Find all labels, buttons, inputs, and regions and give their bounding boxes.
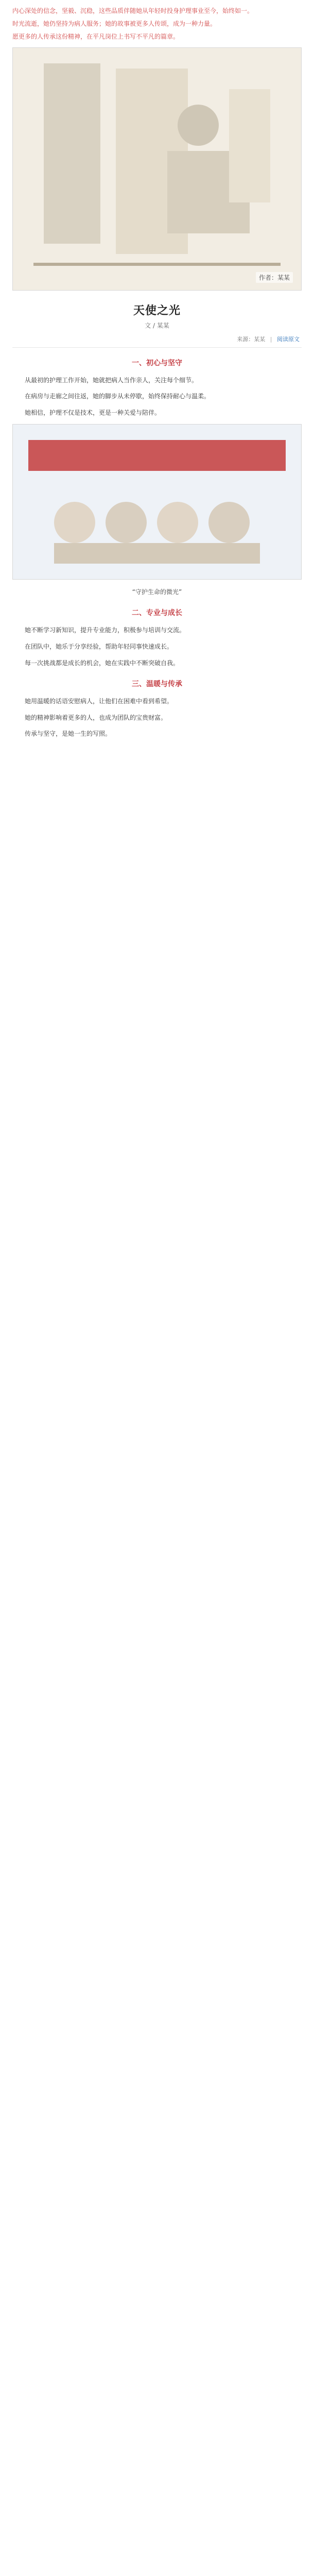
section-paragraph: 她不断学习新知识，提升专业能力，积极参与培训与交流。 bbox=[25, 626, 186, 634]
hero-signature: 作者：某某 bbox=[256, 272, 293, 283]
article-title: 天使之光 bbox=[133, 304, 181, 317]
article-content bbox=[12, 357, 302, 740]
read-original-link[interactable]: 阅读原文 bbox=[277, 335, 300, 343]
section-paragraph: 她的精神影响着更多的人，也成为团队的宝贵财富。 bbox=[25, 714, 167, 721]
section-paragraph: 每一次挑战都是成长的机会，她在实践中不断突破自我。 bbox=[25, 659, 180, 667]
section-heading: 三、温暖与传承 bbox=[132, 680, 182, 689]
section-paragraph: 从最初的护理工作开始，她就把病人当作亲人，关注每个细节。 bbox=[25, 376, 198, 384]
illustration-svg bbox=[13, 425, 301, 579]
section-heading: 一、初心与坚守 bbox=[132, 359, 182, 367]
meta-separator: | bbox=[270, 335, 272, 343]
article-page bbox=[0, 6, 314, 2576]
article-byline: 文 / 某某 bbox=[145, 321, 169, 329]
section-1 bbox=[12, 357, 302, 419]
section-paragraph: 在团队中，她乐于分享经验，帮助年轻同事快速成长。 bbox=[25, 642, 173, 650]
hero-illustration bbox=[12, 47, 302, 291]
section-2 bbox=[12, 607, 302, 669]
meta-source: 来源：某某 bbox=[237, 335, 266, 343]
intro-block bbox=[12, 6, 302, 42]
section-paragraph: 她相信，护理不仅是技术，更是一种关爱与陪伴。 bbox=[25, 409, 161, 416]
intro-paragraph: 时光流逝，她仍坚持为病人服务；她的故事被更多人传颂，成为一种力量。 bbox=[12, 20, 217, 28]
intro-paragraph: 愿更多的人传承这份精神，在平凡岗位上书写不平凡的篇章。 bbox=[12, 33, 180, 41]
divider-line bbox=[12, 347, 302, 348]
hero-sketch bbox=[13, 48, 301, 290]
intro-paragraph: 内心深处的信念，坚毅、沉稳，这些品质伴随她从年轻时投身护理事业至今，始终如一。 bbox=[12, 7, 254, 14]
section-paragraph: 在病房与走廊之间往返，她的脚步从未停歇，始终保持耐心与温柔。 bbox=[25, 393, 211, 400]
section-paragraph: 传承与坚守，是她一生的写照。 bbox=[25, 730, 112, 738]
section-heading: 二、专业与成长 bbox=[132, 609, 182, 618]
section-illustration bbox=[12, 424, 302, 580]
article-meta bbox=[12, 335, 302, 343]
section-paragraph: 她用温暖的话语安慰病人，让他们在困难中看到希望。 bbox=[25, 698, 173, 705]
section-3 bbox=[12, 678, 302, 740]
illustration-caption: “守护生命的微光” bbox=[132, 588, 182, 596]
